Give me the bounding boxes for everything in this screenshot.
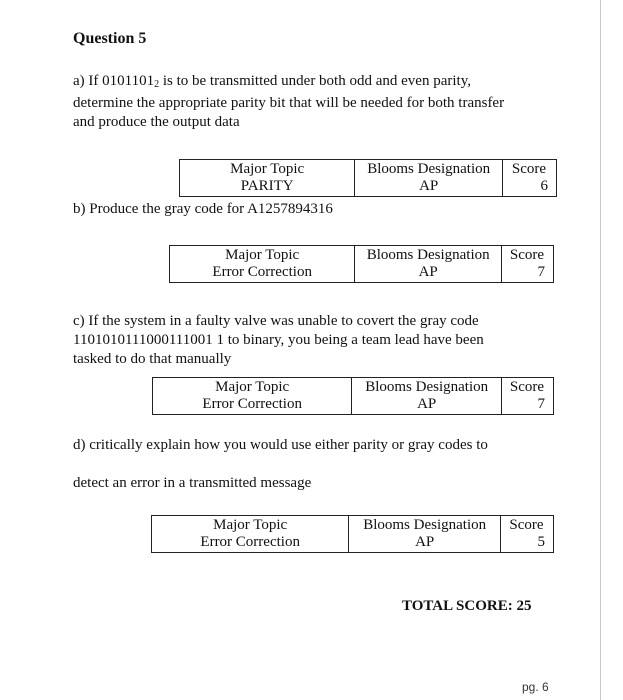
part-d-line-2-wrap — [73, 474, 311, 493]
part-c-line-3: tasked to do that manually — [73, 351, 232, 367]
blooms-value: AP — [417, 396, 437, 412]
topic-header: Major Topic — [225, 247, 300, 263]
part-d-line-1-wrap — [73, 436, 488, 455]
blooms-cell — [352, 378, 502, 415]
part-b-topic-table — [169, 245, 554, 283]
part-c-line-1: c) If the system in a faulty valve was unable to covert the gray code — [73, 313, 479, 329]
part-c-text — [73, 312, 484, 369]
part-a-line-1-end: is to be transmitted under both odd and even parity, — [159, 73, 471, 89]
score-cell — [502, 378, 554, 415]
blooms-header: Blooms Designation — [363, 517, 487, 533]
page-edge-divider — [600, 0, 601, 700]
topic-value: Error Correction — [202, 396, 302, 412]
table-row — [153, 378, 554, 415]
table-row — [152, 516, 554, 553]
blooms-value: AP — [415, 534, 435, 550]
topic-cell — [170, 246, 355, 283]
part-b-line-1: b) Produce the gray code for A1257894316 — [73, 201, 333, 217]
blooms-header: Blooms Designation — [367, 161, 491, 177]
score-header: Score — [509, 517, 544, 533]
part-c-topic-table — [152, 377, 554, 415]
score-value: 7 — [537, 396, 545, 412]
score-cell — [503, 160, 557, 197]
score-header: Score — [509, 247, 545, 263]
score-cell — [502, 246, 554, 283]
topic-value: Error Correction — [200, 534, 300, 550]
topic-cell — [180, 160, 355, 197]
part-d-line-1: d) critically explain how you would use either parity or gray codes to — [73, 437, 488, 453]
part-a-topic-table — [179, 159, 557, 197]
score-value: 5 — [537, 534, 545, 550]
part-a-line-3: and produce the output data — [73, 114, 240, 130]
blooms-cell — [355, 246, 502, 283]
blooms-header: Blooms Designation — [366, 247, 490, 263]
score-value: 7 — [537, 264, 545, 280]
part-d-line-2: detect an error in a transmitted message — [73, 475, 312, 491]
part-a-line-1-start: a) If 0101101 — [73, 73, 155, 89]
part-a-line-1 — [73, 72, 504, 94]
blooms-value: AP — [419, 178, 439, 194]
topic-header: Major Topic — [213, 517, 288, 533]
base-subscript: 2 — [154, 79, 160, 90]
score-value: 6 — [540, 178, 548, 194]
score-cell — [501, 516, 554, 553]
total-score: TOTAL SCORE: 25 — [402, 598, 532, 614]
part-a-line-2: determine the appropriate parity bit that will be needed for both transfer — [73, 95, 505, 111]
blooms-header: Blooms Designation — [365, 379, 489, 395]
part-a-text — [73, 72, 504, 132]
score-header: Score — [509, 379, 545, 395]
page-number: pg. 6 — [522, 680, 549, 694]
part-c-line-2: 1101010111000111001 1 to binary, you being a team lead have been — [73, 332, 484, 348]
topic-value: Error Correction — [212, 264, 312, 280]
topic-header: Major Topic — [230, 161, 305, 177]
part-d-topic-table — [151, 515, 554, 553]
table-row — [180, 160, 557, 197]
question-heading: Question 5 — [73, 30, 147, 47]
part-b-text — [73, 200, 333, 219]
blooms-value: AP — [418, 264, 438, 280]
blooms-cell — [349, 516, 501, 553]
blooms-cell — [355, 160, 503, 197]
table-row — [170, 246, 554, 283]
score-header: Score — [511, 161, 547, 177]
topic-cell — [152, 516, 349, 553]
topic-cell — [153, 378, 352, 415]
topic-value: PARITY — [240, 178, 294, 194]
topic-header: Major Topic — [215, 379, 290, 395]
